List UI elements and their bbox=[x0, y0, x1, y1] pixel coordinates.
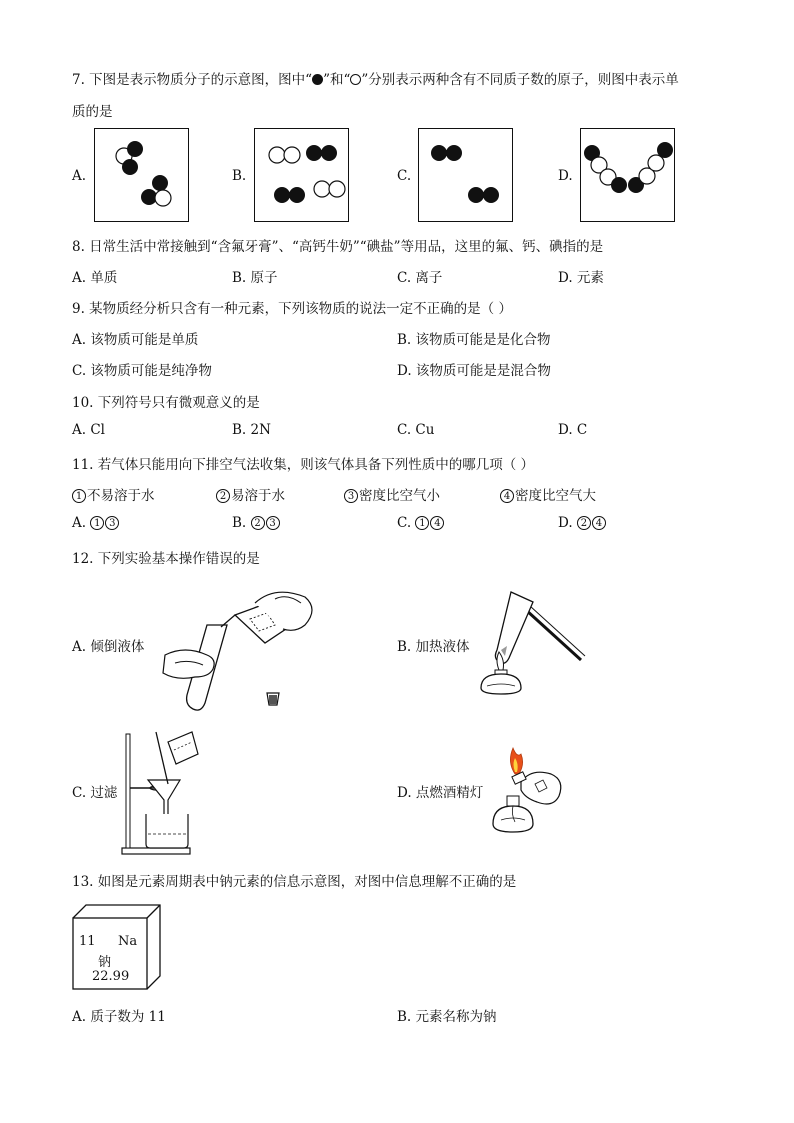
q11-property-3: 3 密度比空气小 bbox=[344, 484, 440, 504]
q7-option-a-diagram bbox=[94, 128, 189, 222]
q10-option-a[interactable]: A. Cl bbox=[72, 422, 105, 438]
filtration-illustration bbox=[118, 730, 198, 860]
q7-stem: 7. 下图是表示物质分子的示意图，图中“ ”和“ ”分别表示两种含有不同质子数的原子，则图中表示单 bbox=[72, 72, 679, 88]
q7-option-c-diagram bbox=[418, 128, 513, 222]
element-name: 钠 bbox=[98, 955, 112, 970]
q12-option-d[interactable]: D. 点燃酒精灯 bbox=[397, 785, 484, 801]
q11-option-c[interactable]: C. 1 4 bbox=[397, 515, 445, 531]
molecule-diagram-c bbox=[419, 129, 512, 221]
q9-option-a[interactable]: A. 该物质可能是单质 bbox=[72, 332, 199, 348]
q10-option-b[interactable]: B. 2N bbox=[232, 422, 271, 438]
q11-property-2: 2 易溶于水 bbox=[216, 484, 285, 504]
q9-stem: 9. 某物质经分析只含有一种元素，下列该物质的说法一定不正确的是（ ） bbox=[72, 301, 512, 317]
q13-option-a[interactable]: A. 质子数为 11 bbox=[72, 1009, 166, 1025]
sodium-element-cell bbox=[72, 904, 162, 990]
q11-option-d[interactable]: D. 2 4 bbox=[558, 515, 607, 531]
q11-option-a[interactable]: A. 1 3 bbox=[72, 515, 120, 531]
q11-stem: 11. 若气体只能用向下排空气法收集，则该气体具备下列性质中的哪几项（ ） bbox=[72, 457, 535, 473]
lighting-alcohol-lamp-illustration bbox=[485, 742, 570, 837]
molecule-diagram-d bbox=[581, 129, 674, 221]
q12-option-b[interactable]: B. 加热液体 bbox=[397, 639, 470, 655]
q10-option-c[interactable]: C. Cu bbox=[397, 422, 435, 438]
q12-option-a[interactable]: A. 倾倒液体 bbox=[72, 639, 145, 655]
molecule-diagram-a bbox=[95, 129, 188, 221]
q12-option-c[interactable]: C. 过滤 bbox=[72, 785, 118, 801]
q7-option-d-label[interactable]: D. bbox=[558, 168, 573, 184]
heating-liquid-illustration bbox=[475, 588, 590, 698]
element-atomic-mass: 22.99 bbox=[92, 969, 130, 984]
q9-option-c[interactable]: C. 该物质可能是纯净物 bbox=[72, 363, 212, 379]
q11-option-b[interactable]: B. 2 3 bbox=[232, 515, 281, 531]
element-atomic-number: 11 bbox=[79, 934, 96, 949]
q8-option-b[interactable]: B. 原子 bbox=[232, 270, 278, 286]
q11-property-1: 1 不易溶于水 bbox=[72, 484, 155, 504]
q7-option-d-diagram bbox=[580, 128, 675, 222]
q11-property-4: 4 密度比空气大 bbox=[500, 484, 596, 504]
q8-option-a[interactable]: A. 单质 bbox=[72, 270, 118, 286]
q8-stem: 8. 日常生活中常接触到“含氟牙膏”、“高钙牛奶”“碘盐”等用品，这里的氟、钙、碘指的是 bbox=[72, 239, 604, 255]
q12-stem: 12. 下列实验基本操作错误的是 bbox=[72, 551, 260, 567]
q13-stem: 13. 如图是元素周期表中钠元素的信息示意图，对图中信息理解不正确的是 bbox=[72, 874, 517, 890]
q7-option-b-diagram bbox=[254, 128, 349, 222]
pouring-liquid-illustration bbox=[155, 585, 325, 715]
q13-option-b[interactable]: B. 元素名称为钠 bbox=[397, 1009, 497, 1025]
q10-option-d[interactable]: D. C bbox=[558, 422, 588, 438]
q10-stem: 10. 下列符号只有微观意义的是 bbox=[72, 395, 260, 411]
q9-option-b[interactable]: B. 该物质可能是是化合物 bbox=[397, 332, 551, 348]
q7-option-c-label[interactable]: C. bbox=[397, 168, 412, 184]
q8-option-c[interactable]: C. 离子 bbox=[397, 270, 443, 286]
white-atom-icon bbox=[350, 74, 361, 85]
q8-option-d[interactable]: D. 元素 bbox=[558, 270, 604, 286]
q7-stem-line2: 质的是 bbox=[72, 104, 113, 120]
q7-option-b-label[interactable]: B. bbox=[232, 168, 247, 184]
q7-option-a-label[interactable]: A. bbox=[72, 168, 87, 184]
q9-option-d[interactable]: D. 该物质可能是是混合物 bbox=[397, 363, 551, 379]
molecule-diagram-b bbox=[255, 129, 348, 221]
element-symbol: Na bbox=[118, 934, 138, 949]
black-atom-icon bbox=[312, 74, 323, 85]
